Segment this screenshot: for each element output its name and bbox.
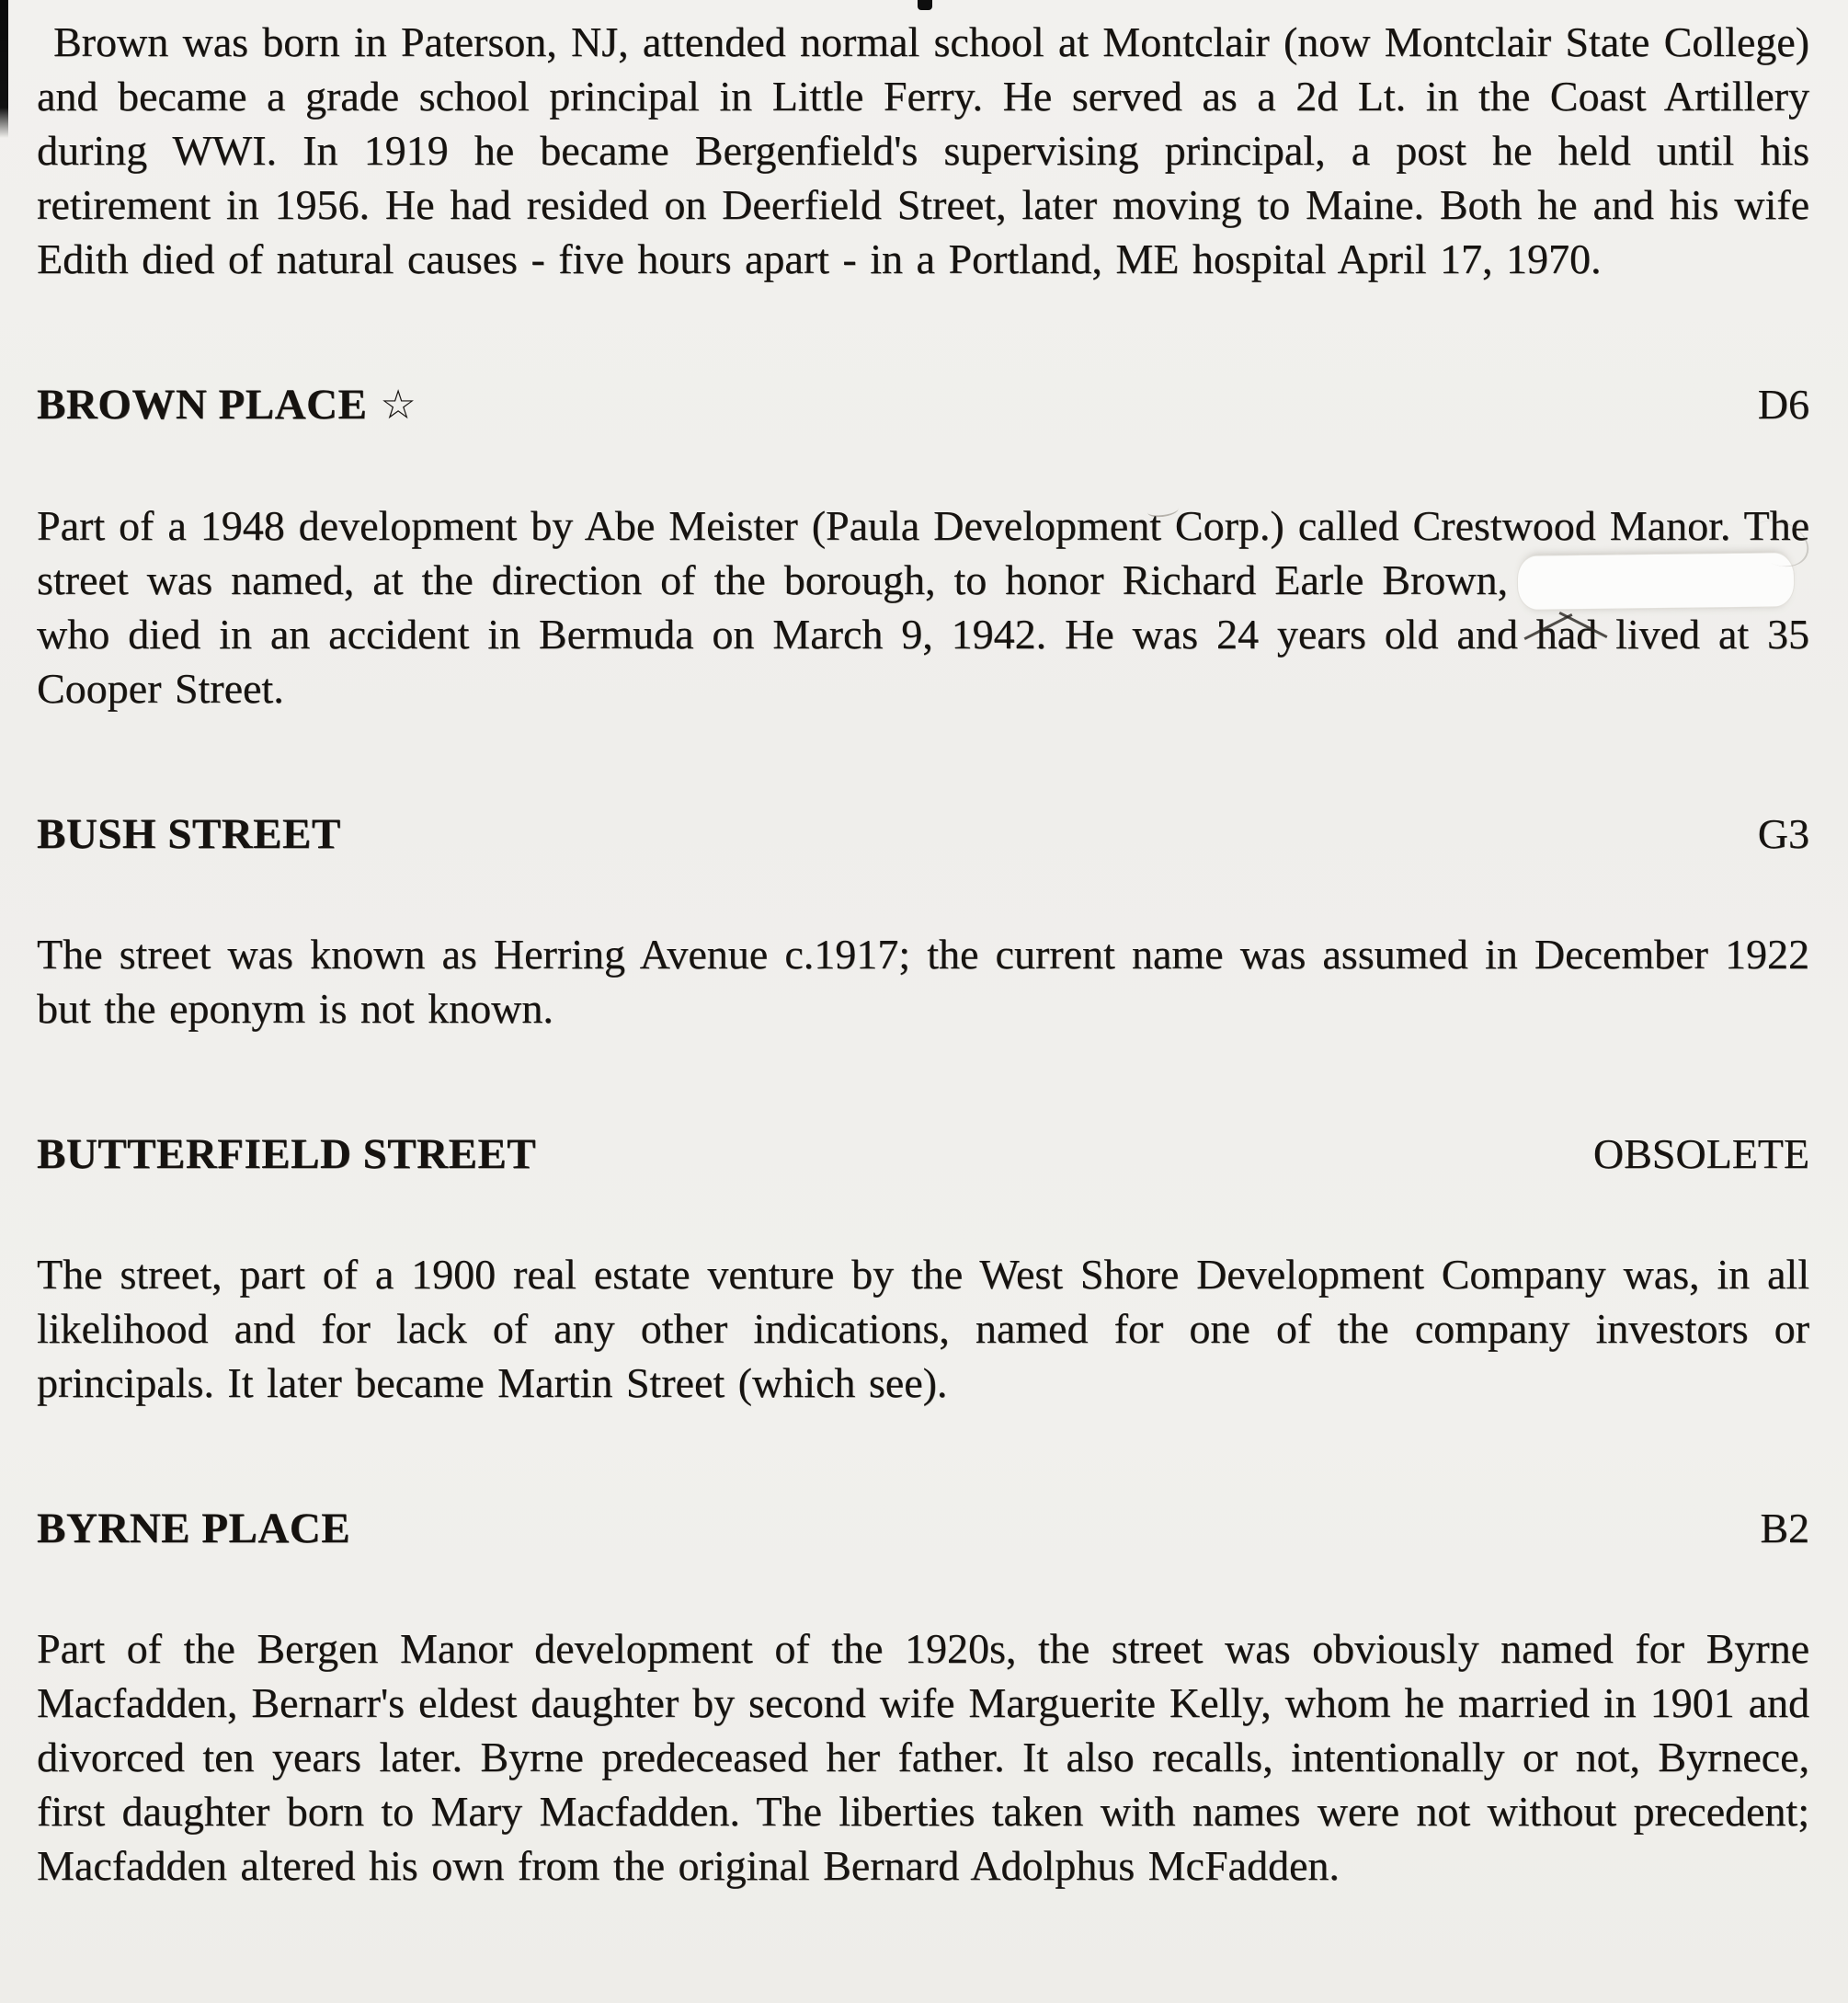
- entry-body-text: who died in an accident in Bermuda on March 9, 1942. He was 24 years old and: [37, 611, 1518, 658]
- street-entry-byrne-place: [37, 1502, 1809, 1893]
- entry-title: [37, 378, 416, 432]
- entry-body-text: lived at 35 Cooper Street.: [37, 611, 1810, 712]
- entry-title: BUSH STREET: [37, 810, 341, 858]
- entry-body: The street was known as Herring Avenue c.1917; the current name was assumed in December 1922 but the eponym is not known.: [37, 931, 1809, 1032]
- entry-body-text: Part of a 1948 development by Abe Meister (Paula Development Corp.) called Crestwood Manor. The street was named, at the direction of the borough, to honor Richard Earle Brown,: [37, 502, 1809, 603]
- grid-reference: D6: [1757, 381, 1809, 428]
- street-entry-bush-street: [37, 807, 1809, 1036]
- street-entry-brown-place: [37, 378, 1809, 715]
- entry-header: [37, 1127, 1809, 1181]
- grid-reference: B2: [1760, 1505, 1809, 1551]
- star-icon: ☆: [380, 382, 417, 429]
- entry-title-text: BROWN PLACE: [37, 381, 368, 429]
- intro-paragraph: Brown was born in Paterson, NJ, attended normal school at Montclair (now Montclair State College) and became a grade school principal in Little Ferry. He served as a 2d Lt. in the Coast Artillery during WWI. In 1919 he became Bergenfield's supervising principal, a post he held until his retirement in 1956. He had resided on Deerfield Street, later moving to Maine. Both he and his wife Edith died of natural causes - five hours apart - in a Portland, ME hospital April 17, 1970.: [37, 18, 1809, 282]
- entry-header: [37, 1502, 1809, 1555]
- street-entry-butterfield-street: [37, 1127, 1809, 1410]
- entry-body: Part of the Bergen Manor development of the 1920s, the street was obviously named for Byrne Macfadden, Bernarr's eldest daughter by second wife Marguerite Kelly, whom he married in 1901 and divorced ten years later. Byrne predeceased her father. It also recalls, intentionally or not, Byrnece, first daughter born to Mary Macfadden. The liberties taken with names were not without precedent; Macfadden altered his own from the original Bernard Adolphus McFadden.: [37, 1625, 1809, 1889]
- grid-reference: G3: [1757, 810, 1809, 857]
- entry-body: [37, 498, 1809, 715]
- whiteout-redaction-patch: [1517, 552, 1796, 611]
- grid-reference: OBSOLETE: [1592, 1130, 1809, 1177]
- entry-header: [37, 807, 1809, 861]
- hand-slashed-word: had: [1535, 611, 1598, 658]
- entry-title: BYRNE PLACE: [37, 1505, 351, 1552]
- entry-title: BUTTERFIELD STREET: [37, 1130, 537, 1178]
- entry-header: [37, 378, 1809, 432]
- entry-body: The street, part of a 1900 real estate venture by the West Shore Development Company was, in all likelihood and for lack of any other indications, named for one of the company investors or principals. It later became Martin Street (which see).: [37, 1251, 1809, 1406]
